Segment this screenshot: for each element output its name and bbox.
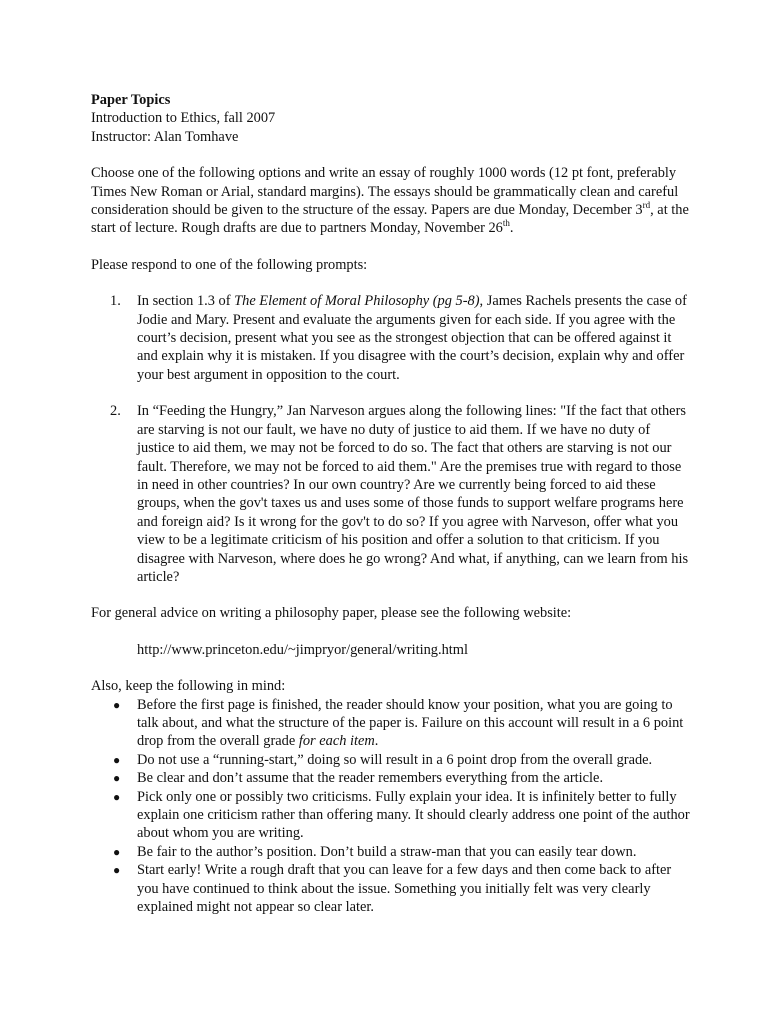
tip-item — [91, 843, 691, 861]
intro-text-3: . — [509, 220, 514, 237]
tip-item — [91, 788, 691, 843]
date-suffix-1: rd — [642, 200, 651, 211]
advice-text: For general advice on writing a philosophy paper, please see the following website: — [91, 605, 572, 622]
bullet-icon: ● — [113, 771, 121, 786]
advice-url[interactable]: http://www.princeton.edu/~jimpryor/general/writing.html — [137, 641, 468, 658]
intro-paragraph — [91, 164, 691, 238]
bullet-icon: ● — [113, 789, 121, 804]
prompt-item — [91, 292, 691, 384]
bullet-icon: ● — [113, 844, 121, 859]
tip-text-end: . — [374, 733, 379, 750]
prompt-item — [91, 402, 691, 586]
tip-item — [91, 696, 691, 751]
bullet-icon: ● — [113, 863, 121, 878]
bullet-icon: ● — [113, 752, 121, 767]
tip-text: Be fair to the author’s position. Don’t build a straw-man that you can easily tear down. — [137, 843, 637, 860]
tip-item — [91, 769, 691, 787]
prompt-number: 1. — [110, 293, 121, 310]
tip-text: Before the first page is finished, the reader should know your position, what you are going to talk about, and what the structure of the paper is. Failure on this account will result in a 6 point drop from the overall grade — [137, 696, 684, 750]
document-header — [91, 91, 691, 146]
prompt-list — [91, 292, 691, 586]
instructor-line: Instructor: Alan Tomhave — [91, 128, 239, 145]
tip-text: Be clear and don’t assume that the reader remembers everything from the article. — [137, 770, 604, 787]
prompt-text-before: In section 1.3 of — [137, 293, 235, 310]
tip-text: Start early! Write a rough draft that you can leave for a few days and then come back to after you have continued to think about the issue. Something you initially felt was very clearly explained might not appear so clear later. — [137, 862, 672, 916]
bullet-icon: ● — [113, 697, 121, 712]
document-body — [91, 91, 691, 916]
intro-text-1: Choose one of the following options and write an essay of roughly 1000 words (12 pt font, preferably Times New Roman or Arial, standard margins). The essays should be grammatically clean and careful consideration should be given to the structure of the essay. Papers are due Monday, December 3 — [91, 165, 679, 219]
prompt-number: 2. — [110, 403, 121, 420]
prompt-text: In “Feeding the Hungry,” Jan Narveson argues along the following lines: "If the fact that others are starving is not our fault, we have no duty of justice to aid them. If we have no duty of justice to aid them, we may not be forced to do so. The fact that others are starving is not our fault. Therefore, we may not be forced to aid them." Are the premises true with regard to those in need in other countries? In our own country? Are we currently being forced to aid these groups, when the gov't taxes us and uses some of those funds to support welfare programs here and foreign aid? Is it wrong for the gov't to do so? If you agree with Narveson, offer what you view to be a legitimate criticism of his position and offer a solution to that criticism. If you disagree with Narveson, where does he go wrong? And what, if anything, can we learn from his article? — [137, 403, 689, 585]
tip-emphasis: for each item — [298, 733, 375, 750]
prompt-text-after: , James Rachels presents the case of Jodie and Mary. Present and evaluate the arguments given for each side. If you agree with the court’s decision, present what you see as the strongest objection that can be offered against it and explain why it is mistaken. If you disagree with the court’s decision, explain why and offer your best argument in opposition to the court. — [137, 293, 687, 383]
tip-item — [91, 861, 691, 916]
document-title: Paper Topics — [91, 92, 171, 108]
tip-text: Do not use a “running-start,” doing so will result in a 6 point drop from the overall grade. — [137, 751, 653, 768]
tips-intro: Also, keep the following in mind: — [91, 678, 286, 695]
tip-item — [91, 751, 691, 769]
intro-text-2: , at the start of lecture. Rough drafts are due to partners Monday, November 26 — [91, 202, 689, 237]
book-title: The Element of Moral Philosophy (pg 5-8) — [234, 293, 480, 310]
tips-list — [91, 696, 691, 917]
date-suffix-2: th — [502, 218, 510, 229]
course-name: Introduction to Ethics, fall 2007 — [91, 110, 276, 127]
tip-text: Pick only one or possibly two criticisms. Fully explain your idea. It is infinitely better to fully explain one criticism rather than offering many. It should clearly address one point of the author about whom you are writing. — [137, 788, 690, 842]
prompts-intro: Please respond to one of the following prompts: — [91, 256, 368, 273]
